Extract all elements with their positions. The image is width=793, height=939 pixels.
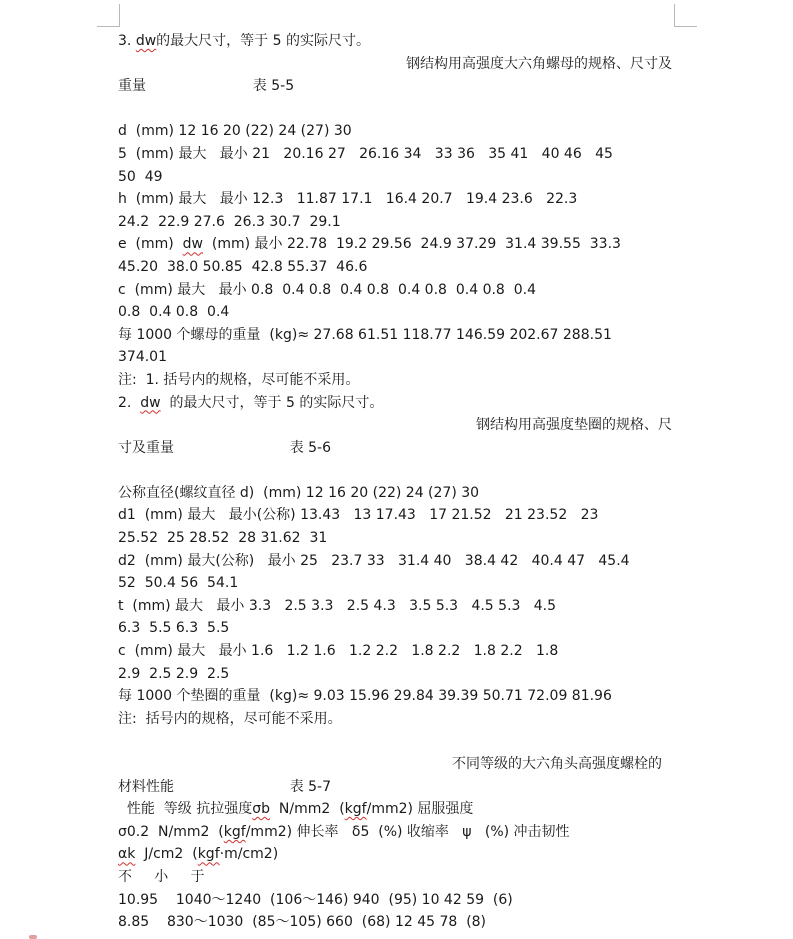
line-text: d2 (mm) 最大(公称) 最小 25 23.7 33 31.4 40 38.4 42 40.4 47 45.4 <box>118 552 630 569</box>
line-text: 8.85 830～1030 (85～105) 660 (68) 12 45 78 (8) <box>118 914 487 931</box>
line-text: 钢结构用高强度大六角螺母的规格、尺寸及 <box>406 55 672 72</box>
line-text: (mm) 最小 22.78 19.2 29.56 24.9 37.29 31.4 39.55 33.3 <box>202 236 621 253</box>
text-line-14 <box>118 324 678 347</box>
text-line-20 <box>118 459 678 482</box>
document-body[interactable] <box>118 30 678 934</box>
spellcheck-flagged-text: kgf <box>197 846 220 863</box>
crop-mark-top-right <box>674 4 697 27</box>
line-text: 每 1000 个垫圈的重量 (kg)≈ 9.03 15.96 29.84 39.39 50.71 72.09 81.96 <box>118 688 612 705</box>
line-text: 寸及重量 表 5-6 <box>118 439 332 456</box>
text-line-5 <box>118 120 678 143</box>
line-text: 374.01 <box>118 349 167 366</box>
line-text: 45.20 38.0 50.85 42.8 55.37 46.6 <box>118 258 368 275</box>
line-text: h (mm) 最大 最小 12.3 11.87 17.1 16.4 20.7 19.4 23.6 22.3 <box>118 191 578 208</box>
text-line-3 <box>118 75 678 98</box>
line-text: 24.2 22.9 27.6 26.3 30.7 29.1 <box>118 213 341 230</box>
spellcheck-flagged-text: kgf <box>344 801 367 818</box>
line-text: c (mm) 最大 最小 0.8 0.4 0.8 0.4 0.8 0.4 0.8 0.4 0.8 0.4 <box>118 281 536 298</box>
text-line-38 <box>118 866 678 889</box>
spellcheck-flagged-text: σb <box>252 801 271 818</box>
line-text: t (mm) 最大 最小 3.3 2.5 3.3 2.5 4.3 3.5 5.3 4.5 5.3 4.5 <box>118 597 557 614</box>
line-text: 52 50.4 56 54.1 <box>118 575 239 592</box>
line-text: 不 小 于 <box>118 868 205 885</box>
text-line-30 <box>118 685 678 708</box>
spellcheck-flagged-text: dw <box>182 236 203 253</box>
text-line-9 <box>118 211 678 234</box>
text-line-35 <box>118 798 678 821</box>
line-text: c (mm) 最大 最小 1.6 1.2 1.6 1.2 2.2 1.8 2.2 1.8 2.2 1.8 <box>118 643 559 660</box>
text-line-22 <box>118 504 678 527</box>
line-text: 注: 括号内的规格，尽可能不采用。 <box>118 710 342 727</box>
text-line-32 <box>118 730 678 753</box>
text-line-6 <box>118 143 678 166</box>
text-line-17 <box>118 392 678 415</box>
text-line-24 <box>118 550 678 573</box>
text-line-39 <box>118 889 678 912</box>
line-text: 不同等级的大六角头高强度螺栓的 <box>452 756 662 772</box>
text-line-28 <box>118 640 678 663</box>
text-line-10 <box>118 233 678 256</box>
text-line-18 <box>118 414 678 437</box>
line-text: N/mm2 ( <box>270 801 345 818</box>
spellcheck-flagged-text: dw <box>135 33 157 49</box>
text-line-11 <box>118 256 678 279</box>
text-line-34 <box>118 776 678 799</box>
line-text: 材料性能 表 5-7 <box>118 778 332 795</box>
line-text: /mm2) 伸长率 δ5 (%) 收缩率 ψ (%) 冲击韧性 <box>245 823 570 840</box>
line-text: 50 49 <box>118 168 163 185</box>
text-line-23 <box>118 527 678 550</box>
spellcheck-flagged-text: αk <box>118 846 136 863</box>
text-line-36 <box>118 821 678 844</box>
text-line-8 <box>118 188 678 211</box>
page-edge-marker <box>29 935 37 939</box>
line-text: /mm2) 屈服强度 <box>366 801 474 818</box>
text-line-29 <box>118 663 678 686</box>
line-text: 注: 1. 括号内的规格，尽可能不采用。 <box>118 371 360 388</box>
line-text: 每 1000 个螺母的重量 (kg)≈ 27.68 61.51 118.77 146.59 202.67 288.51 <box>118 326 612 343</box>
line-text: 6.3 5.5 6.3 5.5 <box>118 620 230 637</box>
line-text: 2. <box>118 394 141 411</box>
text-line-16 <box>118 369 678 392</box>
line-text: 钢结构用高强度垫圈的规格、尺 <box>476 417 672 434</box>
text-line-37 <box>118 843 678 866</box>
text-line-7 <box>118 166 678 189</box>
line-text: 公称直径(螺纹直径 d) (mm) 12 16 20 (22) 24 (27) 30 <box>118 484 480 501</box>
text-line-15 <box>118 346 678 369</box>
line-text: 0.8 0.4 0.8 0.4 <box>118 304 230 321</box>
line-text: d (mm) 12 16 20 (22) 24 (27) 30 <box>118 123 352 140</box>
text-line-26 <box>118 595 678 618</box>
text-line-1 <box>118 30 678 53</box>
crop-mark-top-left <box>97 4 120 27</box>
text-line-2 <box>118 53 678 76</box>
text-line-21 <box>118 482 678 505</box>
line-text: 3. <box>118 33 136 49</box>
text-line-40 <box>118 911 678 934</box>
line-text: J/cm2 ( <box>135 846 198 863</box>
spellcheck-flagged-text: dw <box>140 394 161 411</box>
spellcheck-flagged-text: kgf <box>223 823 246 840</box>
text-line-27 <box>118 617 678 640</box>
text-line-31 <box>118 708 678 731</box>
line-text: 5 (mm) 最大 最小 21 20.16 27 26.16 34 33 36 35 41 40 46 45 <box>118 145 613 162</box>
line-text: 2.9 2.5 2.9 2.5 <box>118 665 230 682</box>
line-text: 25.52 25 28.52 28 31.62 31 <box>118 530 328 547</box>
line-text: ·m/cm2) <box>219 846 279 863</box>
text-line-13 <box>118 301 678 324</box>
text-line-12 <box>118 279 678 302</box>
line-text: d1 (mm) 最大 最小(公称) 13.43 13 17.43 17 21.52 21 23.52 23 <box>118 507 599 524</box>
text-line-4 <box>118 98 678 121</box>
line-text: e (mm) <box>118 236 183 253</box>
line-text: σ0.2 N/mm2 ( <box>118 823 224 840</box>
text-line-19 <box>118 437 678 460</box>
line-text: 10.95 1040～1240 (106～146) 940 (95) 10 42 59 (6) <box>118 891 513 908</box>
line-text: 的最大尺寸，等于 5 的实际尺寸。 <box>160 394 384 411</box>
line-text: 性能 等级 抗拉强度 <box>118 801 253 818</box>
text-line-33 <box>118 753 678 776</box>
line-text: 重量 表 5-5 <box>118 78 295 95</box>
line-text: 的最大尺寸，等于 5 的实际尺寸。 <box>156 33 370 49</box>
text-line-25 <box>118 572 678 595</box>
